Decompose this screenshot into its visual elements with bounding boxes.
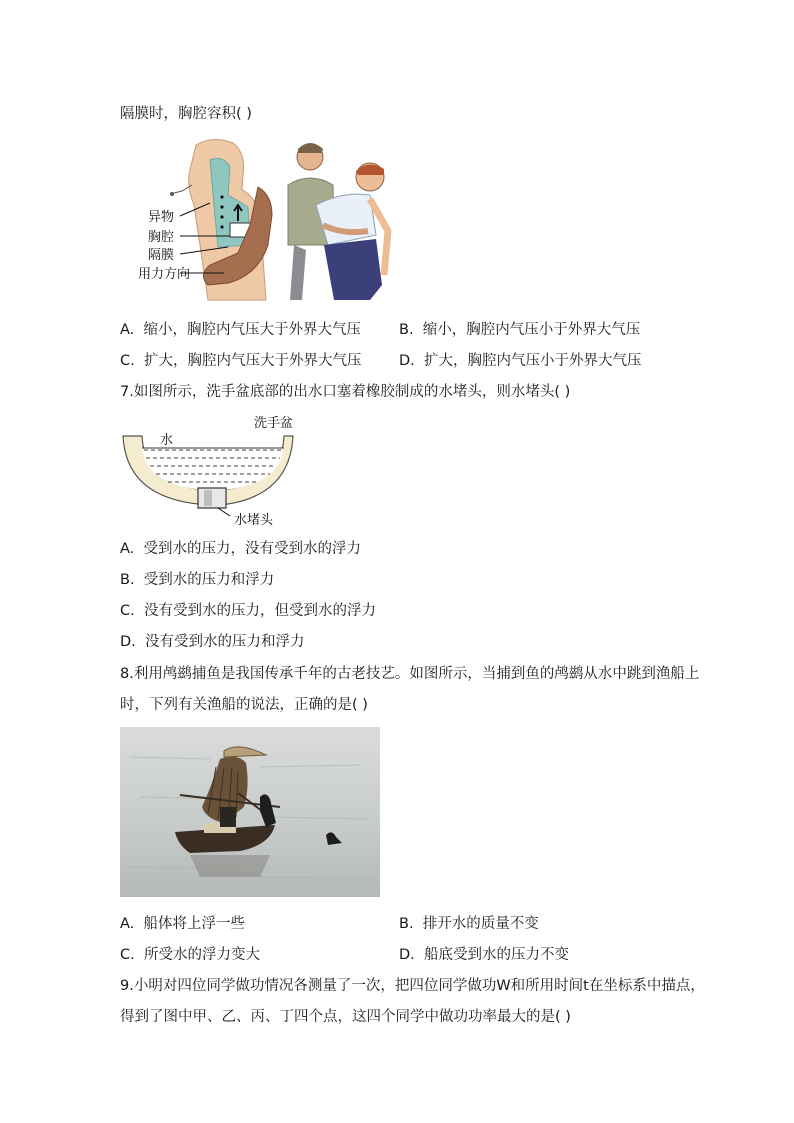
q7-option-c[interactable]: C. 没有受到水的压力，但受到水的浮力 [120, 603, 376, 619]
q7-option-a[interactable]: A. 受到水的压力，没有受到水的浮力 [120, 541, 361, 557]
q8-option-a[interactable]: A. 船体将上浮一些 [120, 916, 245, 932]
q8-stem-line2: 时，下列有关渔船的说法，正确的是( ) [120, 697, 368, 713]
q8-option-c[interactable]: C. 所受水的浮力变大 [120, 947, 260, 963]
q8-photo [120, 727, 380, 897]
q7-stem: 7.如图所示，洗手盆底部的出水口塞着橡胶制成的水堵头，则水堵头( ) [120, 384, 571, 400]
q6-stem: 隔膜时，胸腔容积( ) [120, 106, 252, 122]
q6-option-a[interactable]: A. 缩小，胸腔内气压大于外界大气压 [120, 322, 361, 338]
q6-label-chest: 胸腔 [148, 230, 175, 245]
q6-option-d[interactable]: D. 扩大，胸腔内气压小于外界大气压 [399, 353, 642, 369]
q8-stem-line1: 8.利用鸬鹚捕鱼是我国传承千年的古老技艺。如图所示，当捕到鱼的鸬鹚从水中跳到渔船上 [120, 666, 700, 682]
q6-label-force-direction: 用力方向 [138, 267, 191, 282]
q6-figure [138, 135, 393, 305]
q7-label-water: 水 [160, 433, 174, 448]
q8-option-b[interactable]: B. 排开水的质量不变 [399, 916, 539, 932]
q7-label-plug: 水堵头 [234, 513, 274, 528]
q6-option-b[interactable]: B. 缩小，胸腔内气压小于外界大气压 [399, 322, 641, 338]
q8-option-d[interactable]: D. 船底受到水的压力不变 [399, 947, 569, 963]
q7-figure [118, 412, 308, 530]
q7-label-basin: 洗手盆 [254, 416, 294, 431]
q7-option-b[interactable]: B. 受到水的压力和浮力 [120, 572, 275, 588]
q6-option-c[interactable]: C. 扩大，胸腔内气压大于外界大气压 [120, 353, 362, 369]
q6-label-diaphragm: 隔膜 [148, 248, 175, 263]
q9-stem-line2: 得到了图中甲、乙、丙、丁四个点，这四个同学中做功功率最大的是( ) [120, 1009, 571, 1025]
q6-label-foreign-object: 异物 [148, 210, 175, 225]
q7-option-d[interactable]: D. 没有受到水的压力和浮力 [120, 634, 305, 650]
q9-stem-line1: 9.小明对四位同学做功情况各测量了一次，把四位同学做功W和所用时间t在坐标系中描点， [120, 978, 705, 994]
